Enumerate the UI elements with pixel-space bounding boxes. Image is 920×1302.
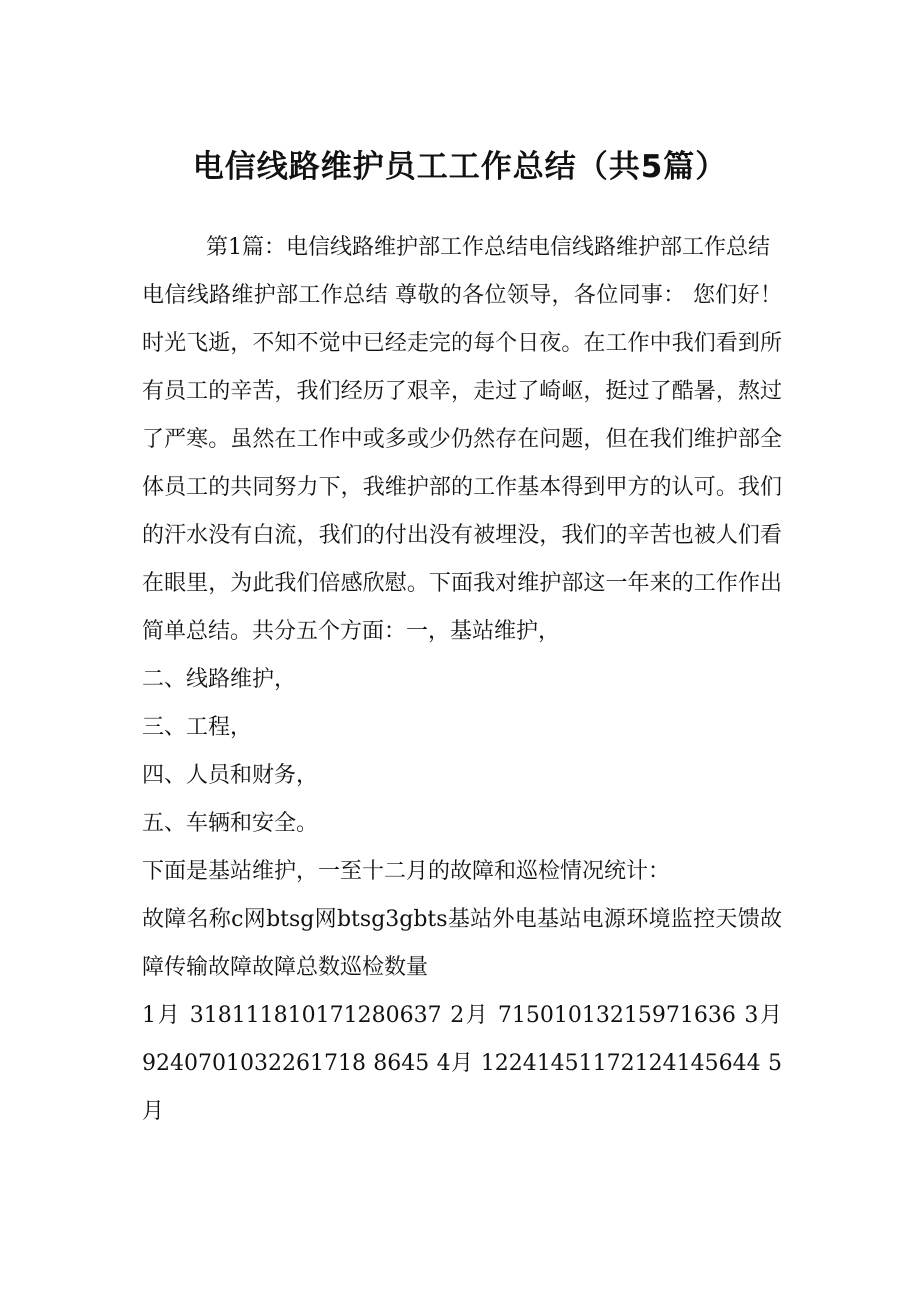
paragraph: 五、车辆和安全。 xyxy=(142,811,319,836)
document-title: 电信线路维护员工工作总结（共5篇） xyxy=(192,149,728,185)
paragraph: 四、人员和财务， xyxy=(142,763,319,788)
document-body xyxy=(142,224,782,1136)
paragraph: 故障名称c网btsg网btsg3gbts基站外电基站电源环境监控天馈故障传输故障故障总数巡检数量 xyxy=(142,907,782,980)
paragraph: 电信线路维护部工作总结 尊敬的各位领导，各位同事： 您们好！时光飞逝，不知不觉中已经走完的每个日夜。在工作中我们看到所有员工的辛苦，我们经历了艰辛，走过了崎岖，挺过了酷暑，熬过了严寒。虽然在工作中或多或少仍然存在问题，但在我们维护部全体员工的共同努力下，我维护部的工作基本得到甲方的认可。我们的汗水没有白流，我们的付出没有被埋没，我们的辛苦也被人们看在眼里，为此我们倍感欣慰。下面我对维护部这一年来的工作作出简单总结。共分五个方面：一，基站维护， xyxy=(142,283,782,644)
paragraph: 第1篇：电信线路维护部工作总结电信线路维护部工作总结 xyxy=(206,235,770,260)
paragraph: 下面是基站维护，一至十二月的故障和巡检情况统计： xyxy=(142,859,671,884)
paragraph: 三、工程， xyxy=(142,715,253,740)
paragraph: 1月 318111810171280637 2月 71501013215971636 3月 9240701032261718 8645 4月 12241451172124145644 5月 xyxy=(142,1003,782,1124)
paragraph: 二、线路维护， xyxy=(142,667,297,692)
